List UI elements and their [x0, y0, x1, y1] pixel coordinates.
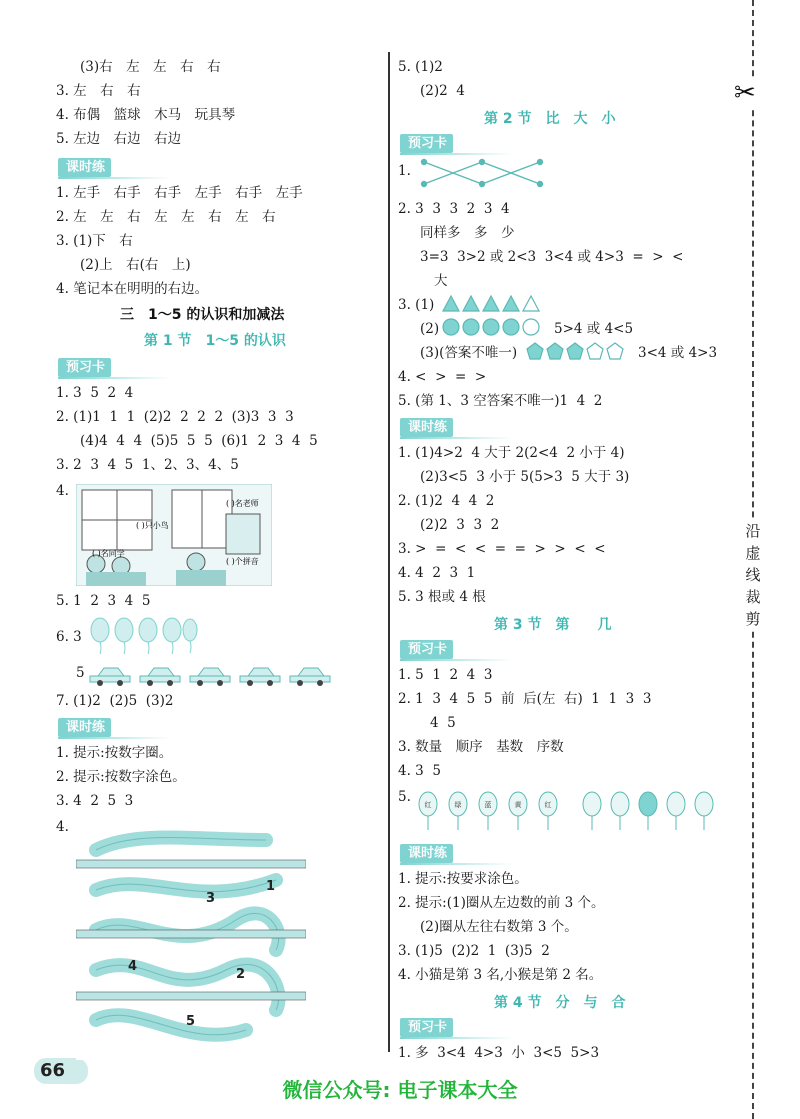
- section-tag-practice: 课时练: [58, 718, 111, 737]
- answer-line: 3=3 3>2 或 2<3 3<4 或 4>3 = > <: [420, 249, 684, 265]
- answer-line: 3. 4 2 5 3: [56, 793, 134, 809]
- answer-line: 4. 4 2 3 1: [398, 565, 476, 581]
- answer-line: 4. 小猫是第 3 名,小猴是第 2 名。: [398, 967, 603, 983]
- section-tag-practice: 课时练: [400, 418, 453, 437]
- answer-line: 5. 左边 右边 右边: [56, 131, 182, 147]
- answer-line: (4)4 4 4 (5)5 5 5 (6)1 2 3 4 5: [80, 433, 318, 449]
- lanterns-picture: [416, 788, 716, 834]
- maze-number: 5: [186, 1014, 196, 1029]
- answer-line: (2)2 4: [420, 83, 465, 99]
- classroom-picture: [76, 484, 272, 586]
- answer-line: 5. 1 2 3 4 5: [56, 593, 151, 609]
- answer-line: 4. 3 5: [398, 763, 441, 779]
- answer-line: 大: [434, 273, 448, 289]
- answer-line: 同样多 多 少: [420, 225, 515, 241]
- answer-line: 5.: [398, 789, 411, 805]
- section-tag-preview: 预习卡: [58, 358, 111, 377]
- answer-line: (2): [420, 321, 440, 337]
- answer-line: 1. 提示:按数字圈。: [56, 745, 173, 761]
- section-title: 第 3 节 第 几: [494, 617, 612, 633]
- answer-line: (3)右 左 左 右 右: [80, 59, 221, 75]
- answer-line: 2. 1 3 4 5 5 前 后(左 右) 1 1 3 3: [398, 691, 652, 707]
- section-title: 第 4 节 分 与 合: [494, 995, 626, 1011]
- column-divider: [388, 52, 390, 1052]
- answer-line: (2)3<5 3 小于 5(5>3 5 大于 3): [420, 469, 630, 485]
- answer-line: 3. 2 3 4 5 1、2、3、4、5: [56, 457, 239, 473]
- answer-line: (2)圈从左往右数第 3 个。: [420, 919, 578, 935]
- section-tag-preview: 预习卡: [400, 640, 453, 659]
- maze-number: 1: [266, 879, 276, 894]
- picture-label: ( )只小鸟: [136, 521, 169, 530]
- answer-line: 4.: [56, 819, 69, 835]
- answer-line: 2. 3 3 3 2 3 4: [398, 201, 510, 217]
- maze-number: 2: [236, 967, 246, 982]
- lantern-label: 红: [424, 801, 432, 809]
- section-title: 第 1 节 1～5 的认识: [144, 333, 286, 349]
- answer-line: (2)2 3 3 2: [420, 517, 500, 533]
- answer-line: 1. 左手 右手 右手 左手 右手 左手: [56, 185, 303, 201]
- answer-line: 5. (1)2: [398, 59, 443, 75]
- answer-line: 5. (第 1、3 空答案不唯一)1 4 2: [398, 393, 603, 409]
- pentagons-picture: [526, 342, 636, 360]
- triangles-picture: [442, 294, 542, 312]
- answer-line: 2. (1)1 1 1 (2)2 2 2 2 (3)3 3 3: [56, 409, 294, 425]
- answer-line: 4 5: [430, 715, 456, 731]
- answer-line: 3. 数量 顺序 基数 序数: [398, 739, 564, 755]
- chapter-title: 三 1～5 的认识和加减法: [120, 307, 285, 323]
- section-tag-preview: 预习卡: [400, 134, 453, 153]
- picture-label: ( )名同学: [92, 549, 125, 558]
- answer-line: 3. 左 右 右: [56, 83, 141, 99]
- maze-picture: [76, 820, 306, 1060]
- answer-line: 2. 提示:按数字涂色。: [56, 769, 186, 785]
- maze-number: 3: [206, 891, 216, 906]
- answer-line: 2. 左 左 右 左 左 右 左 右: [56, 209, 276, 225]
- answer-line: 2. (1)2 4 4 2: [398, 493, 495, 509]
- section-tag-practice: 课时练: [400, 844, 453, 863]
- lantern-label: 绿: [454, 801, 462, 809]
- picture-label: ( )名老师: [226, 499, 259, 508]
- answer-line: 1. 提示:按要求涂色。: [398, 871, 528, 887]
- answer-line: 2. 提示:(1)圈从左边数的前 3 个。: [398, 895, 605, 911]
- lantern-label: 蓝: [484, 801, 492, 809]
- answer-line: 4. 布偶 篮球 木马 玩具琴: [56, 107, 236, 123]
- section-tag-preview: 预习卡: [400, 1018, 453, 1037]
- answer-line: (3)(答案不唯一): [420, 345, 518, 361]
- answer-line: 5: [76, 665, 85, 681]
- answer-line: 4.: [56, 483, 69, 499]
- footer-watermark: 微信公众号: 电子课本大全: [282, 1078, 518, 1102]
- balloons-picture: [88, 616, 198, 656]
- scissors-icon: ✂: [734, 78, 756, 108]
- answer-line: 3<4 或 4>3: [638, 345, 718, 361]
- cut-label: 沿虚线裁剪: [742, 520, 764, 630]
- answer-line: (2)上 右(右 上): [80, 257, 191, 273]
- answer-line: 1.: [398, 163, 411, 179]
- section-tag-practice: 课时练: [58, 158, 111, 177]
- answer-line: 1. 3 5 2 4: [56, 385, 134, 401]
- answer-line: 1. 5 1 2 4 3: [398, 667, 493, 683]
- answer-line: 5>4 或 4<5: [554, 321, 634, 337]
- maze-number: 4: [128, 959, 138, 974]
- answer-line: 3. (1)5 (2)2 1 (3)5 2: [398, 943, 550, 959]
- answer-line: 3. (1)下 右: [56, 233, 133, 249]
- answer-line: 5. 3 根或 4 根: [398, 589, 486, 605]
- answer-line: 1. (1)4>2 4 大于 2(2<4 2 小于 4): [398, 445, 625, 461]
- answer-line: 3. > = < < = = > > < <: [398, 541, 606, 557]
- circles-picture: [442, 318, 552, 336]
- page-number: 66: [40, 1060, 66, 1081]
- cars-picture: [88, 660, 338, 686]
- answer-line: 6. 3: [56, 629, 82, 645]
- picture-label: ( )个拼音: [226, 557, 259, 566]
- answer-line: 7. (1)2 (2)5 (3)2: [56, 693, 174, 709]
- answer-line: 3. (1): [398, 297, 435, 313]
- answer-line: 4. < > = >: [398, 369, 487, 385]
- lantern-label: 红: [544, 801, 552, 809]
- lantern-label: 黄: [514, 801, 522, 809]
- matching-lines: [420, 158, 548, 188]
- answer-line: 1. 多 3<4 4>3 小 3<5 5>3: [398, 1045, 600, 1061]
- section-title: 第 2 节 比 大 小: [484, 111, 616, 127]
- answer-line: 4. 笔记本在明明的右边。: [56, 281, 209, 297]
